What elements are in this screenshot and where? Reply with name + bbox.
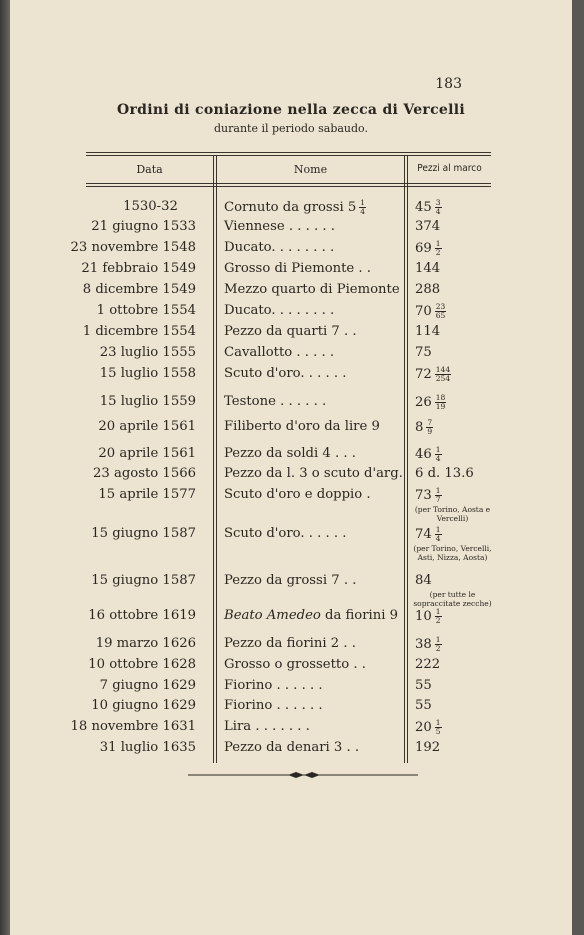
table-subtitle: durante il periodo sabaudo. <box>214 122 368 135</box>
cell-pezzi: 84 <box>415 573 432 588</box>
cell-pezzi: 288 <box>415 282 441 297</box>
cell-pezzi-fraction: $\frac{1}{2}$ <box>435 635 441 653</box>
cell-nome: Grosso o grossetto . . <box>224 657 366 672</box>
cell-date: 10 giugno 1629 <box>91 698 196 713</box>
cell-nome: Pezzo da soldi 4 . . . <box>224 446 356 461</box>
cell-pezzi: 46 $\frac{1}{4}$ <box>415 445 441 463</box>
cell-nome: Pezzo da l. 3 o scuto d'arg. <box>224 466 403 481</box>
cell-date: 21 febbraio 1549 <box>81 261 196 276</box>
cell-nome: Scuto d'oro. . . . . . <box>224 526 347 541</box>
cell-pezzi: 6 d. 13.6 <box>415 466 474 481</box>
column-divider <box>216 155 217 763</box>
cell-date: 20 aprile 1561 <box>98 446 196 461</box>
cell-date: 15 aprile 1577 <box>98 487 196 502</box>
book-page <box>10 0 572 935</box>
cell-note: (per tutte le sopraccitate zecche) <box>413 590 492 608</box>
cell-pezzi-fraction: $\frac{3}{4}$ <box>435 198 441 216</box>
cell-pezzi: 72 $\frac{144}{254}$ <box>415 365 451 383</box>
cell-pezzi-fraction: $\frac{23}{65}$ <box>435 302 446 320</box>
cell-pezzi: 55 <box>415 678 432 693</box>
cell-date: 15 luglio 1558 <box>99 366 196 381</box>
cell-date: 19 marzo 1626 <box>95 636 196 651</box>
cell-nome: Mezzo quarto di Piemonte <box>224 282 400 297</box>
table-title: Ordini di coniazione nella zecca di Vercelli <box>117 102 465 118</box>
cell-pezzi: 26 $\frac{18}{19}$ <box>415 393 446 411</box>
cell-date: 1530-32 <box>123 199 178 214</box>
cell-date: 15 giugno 1587 <box>91 573 196 588</box>
cell-date: 20 aprile 1561 <box>98 419 196 434</box>
cell-nome: Viennese . . . . . . <box>224 219 335 234</box>
cell-nome: Pezzo da denari 3 . . <box>224 740 360 755</box>
cell-pezzi: 114 <box>415 324 441 339</box>
header-rule-1 <box>86 183 491 184</box>
cell-nome: Fiorino . . . . . . <box>224 698 323 713</box>
cell-date: 10 ottobre 1628 <box>88 657 196 672</box>
cell-date: 23 novembre 1548 <box>70 240 196 255</box>
cell-pezzi: 69 $\frac{1}{2}$ <box>415 239 441 257</box>
cell-pezzi-fraction: $\frac{18}{19}$ <box>435 393 446 411</box>
top-rule-1 <box>86 152 491 153</box>
cell-nome: Lira . . . . . . . <box>224 719 310 734</box>
cell-date: 23 agosto 1566 <box>93 466 196 481</box>
ornament-divider <box>188 769 418 781</box>
cell-nome: Ducato. . . . . . . . <box>224 240 335 255</box>
cell-nome: Scuto d'oro. . . . . . <box>224 366 347 381</box>
cell-pezzi: 55 <box>415 698 432 713</box>
cell-nome: Filiberto d'oro da lire 9 <box>224 419 380 434</box>
cell-pezzi: 74 $\frac{1}{4}$ <box>415 525 441 543</box>
header-rule-2 <box>86 186 491 187</box>
cell-pezzi: 75 <box>415 345 432 360</box>
header-nome: Nome <box>293 163 328 176</box>
cell-pezzi: 8 $\frac{7}{9}$ <box>415 418 433 436</box>
cell-pezzi: 20 $\frac{1}{5}$ <box>415 718 441 736</box>
cell-nome: Grosso di Piemonte . . <box>224 261 372 276</box>
header-date: Data <box>136 163 163 176</box>
cell-pezzi: 45 $\frac{3}{4}$ <box>415 198 441 216</box>
cell-nome: Testone . . . . . . <box>224 394 327 409</box>
cell-nome: Cornuto da grossi 5 $\frac{1}{4}$ <box>224 198 366 216</box>
cell-nome: Pezzo da fiorini 2 . . <box>224 636 356 651</box>
cell-nome: Fiorino . . . . . . <box>224 678 323 693</box>
cell-date: 23 luglio 1555 <box>99 345 196 360</box>
cell-note: (per Torino, Vercelli, Asti, Nizza, Aosta) <box>413 544 492 562</box>
cell-pezzi: 192 <box>415 740 441 755</box>
cell-date: 18 novembre 1631 <box>70 719 196 734</box>
cell-pezzi-fraction: $\frac{1}{2}$ <box>435 607 441 625</box>
cell-nome-fraction: $\frac{1}{4}$ <box>360 198 366 216</box>
cell-date: 16 ottobre 1619 <box>88 608 196 623</box>
cell-nome: Pezzo da grossi 7 . . <box>224 573 357 588</box>
top-rule-2 <box>86 155 491 156</box>
cell-pezzi-fraction: $\frac{7}{9}$ <box>427 418 433 436</box>
cell-nome: Pezzo da quarti 7 . . <box>224 324 357 339</box>
column-divider <box>213 155 214 763</box>
cell-date: 1 ottobre 1554 <box>96 303 196 318</box>
cell-pezzi-fraction: $\frac{1}{5}$ <box>435 718 441 736</box>
page-edge <box>0 0 10 935</box>
cell-pezzi: 10 $\frac{1}{2}$ <box>415 607 441 625</box>
cell-pezzi: 73 $\frac{1}{7}$ <box>415 486 441 504</box>
page-number: 183 <box>435 76 462 92</box>
cell-nome: Beato Amedeo da fiorini 9 <box>224 608 399 623</box>
cell-pezzi: 38 $\frac{1}{2}$ <box>415 635 441 653</box>
cell-note: (per Torino, Aosta e Vercelli) <box>414 505 491 523</box>
cell-date: 15 giugno 1587 <box>91 526 196 541</box>
header-pezzi: Pezzi al marco <box>417 163 482 174</box>
cell-date: 8 dicembre 1549 <box>82 282 196 297</box>
cell-date: 15 luglio 1559 <box>99 394 196 409</box>
cell-pezzi-fraction: $\frac{1}{7}$ <box>435 486 441 504</box>
cell-date: 1 dicembre 1554 <box>82 324 196 339</box>
column-divider <box>404 155 405 763</box>
column-divider <box>407 155 408 763</box>
cell-nome: Ducato. . . . . . . . <box>224 303 335 318</box>
cell-pezzi: 144 <box>415 261 441 276</box>
cell-pezzi: 374 <box>415 219 441 234</box>
cell-pezzi-fraction: $\frac{144}{254}$ <box>435 365 451 383</box>
cell-pezzi-fraction: $\frac{1}{2}$ <box>435 239 441 257</box>
cell-date: 31 luglio 1635 <box>99 740 196 755</box>
cell-nome: Scuto d'oro e doppio . <box>224 487 371 502</box>
cell-nome: Cavallotto . . . . . <box>224 345 335 360</box>
cell-pezzi: 70 $\frac{23}{65}$ <box>415 302 446 320</box>
cell-pezzi: 222 <box>415 657 441 672</box>
cell-date: 21 giugno 1533 <box>91 219 196 234</box>
cell-date: 7 giugno 1629 <box>99 678 196 693</box>
cell-pezzi-fraction: $\frac{1}{4}$ <box>435 525 441 543</box>
cell-pezzi-fraction: $\frac{1}{4}$ <box>435 445 441 463</box>
